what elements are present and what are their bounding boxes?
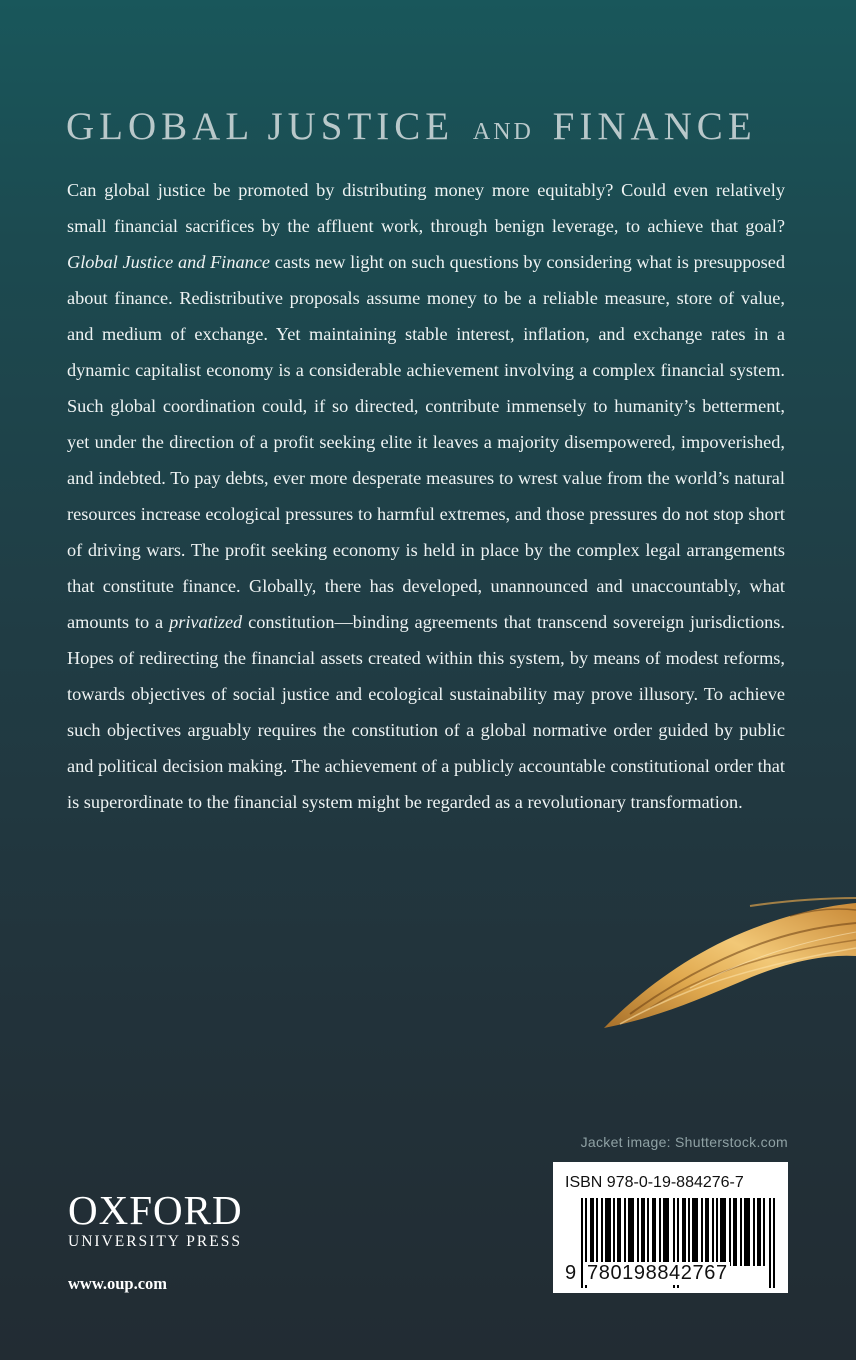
title-part-1: GLOBAL JUSTICE [66, 105, 455, 148]
publisher-name: OXFORD [68, 1187, 243, 1233]
blurb-segment-3: constitution—binding agreements that transcend sovereign jurisdictions. Hopes of redirecting the financial assets created within this system, by means of modest reforms, towards objectives of social justice and ecological sustainability may prove illusory. To achieve such objectives arguably requires the constitution of a global normative order guided by public and political decision making. The achievement of a publicly accountable constitutional order that is superordinate to the financial system might be regarded as a revolutionary transformation. [67, 612, 785, 812]
publisher-url: www.oup.com [68, 1274, 168, 1293]
isbn-number: ISBN 978-0-19-884276-7 [565, 1174, 744, 1191]
ean-first-digit: 9 [565, 1262, 577, 1284]
blurb-paragraph [67, 172, 785, 820]
cover-title [66, 104, 757, 149]
oup-logo [68, 1188, 243, 1252]
publisher-subname: UNIVERSITY PRESS [68, 1233, 242, 1250]
ean-remaining-digits: 780198842767 [587, 1262, 728, 1284]
jacket-image-credit: Jacket image: Shutterstock.com [580, 1134, 788, 1150]
title-part-2: FINANCE [552, 105, 757, 148]
blurb-book-title: Global Justice and Finance [67, 252, 271, 272]
isbn-barcode [553, 1162, 788, 1293]
title-connector: AND [472, 119, 534, 145]
gold-brushstroke-icon [600, 896, 856, 1036]
blurb-segment-1: Can global justice be promoted by distributing money more equitably? Could even relatively small financial sacrifices by the affluent work, through benign leverage, to achieve that goal? [67, 180, 785, 236]
blurb-emphasis: privatized [169, 612, 243, 632]
blurb-segment-2: casts new light on such questions by considering what is presupposed about finance. Redistributive proposals assume money to be a reliable measure, store of value, and medium of exchange. Yet maintaining stable interest, inflation, and exchange rates in a dynamic capitalist economy is a considerable achievement involving a complex financial system. Such global coordination could, if so directed, contribute immensely to humanity’s betterment, yet under the direction of a profit seeking elite it leaves a majority disempowered, impoverished, and indebted. To pay debts, ever more desperate measures to wrest value from the world’s natural resources increase ecological pressures to harmful extremes, and those pressures do not stop short of driving wars. The profit seeking economy is held in place by the complex legal arrangements that constitute finance. Globally, there has developed, unannounced and unaccountably, what amounts to a [67, 252, 785, 632]
ean-digits [565, 1260, 777, 1290]
